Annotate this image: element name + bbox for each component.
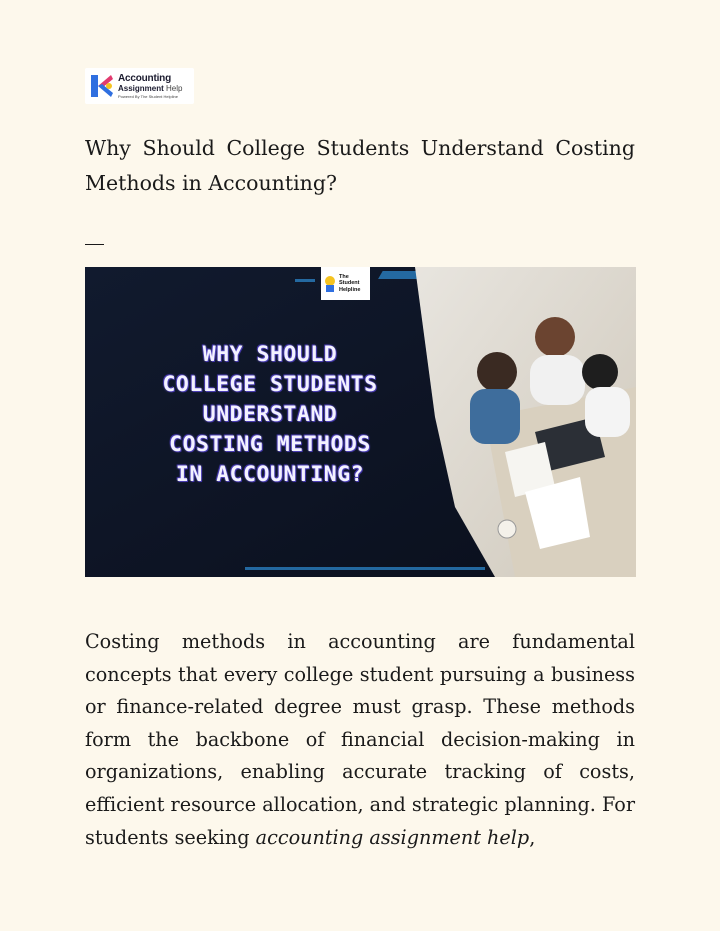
accounting-logo-icon <box>89 73 115 99</box>
student-helpline-badge: The Student Helpline <box>321 267 370 300</box>
logo-name: Accounting <box>118 72 171 84</box>
student-helpline-icon <box>323 275 337 293</box>
page-title: Why Should College Students Understand Costing Methods in Accounting? <box>85 136 635 195</box>
logo-powered-by: Powered By The Student Helpline <box>118 93 178 99</box>
accounting-assignment-help-link[interactable]: accounting assignment help <box>255 825 530 849</box>
logo-subname: Assignment Help <box>118 83 183 93</box>
divider <box>85 244 104 245</box>
brand-logo <box>85 68 194 104</box>
intro-paragraph: Costing methods in accounting are fundamental concepts that every college student pursuing a business or finance-related degree must grasp. These methods form the backbone of financial decision-making in organizations, enabling accurate tracking of costs, efficient resource allocation, and strategic planning. For students seeking accounting assignment help, <box>85 630 635 849</box>
hero-image <box>85 267 636 577</box>
hero-headline: WHY SHOULD COLLEGE STUDENTS UNDERSTAND COSTING METHODS IN ACCOUNTING? <box>162 342 378 487</box>
